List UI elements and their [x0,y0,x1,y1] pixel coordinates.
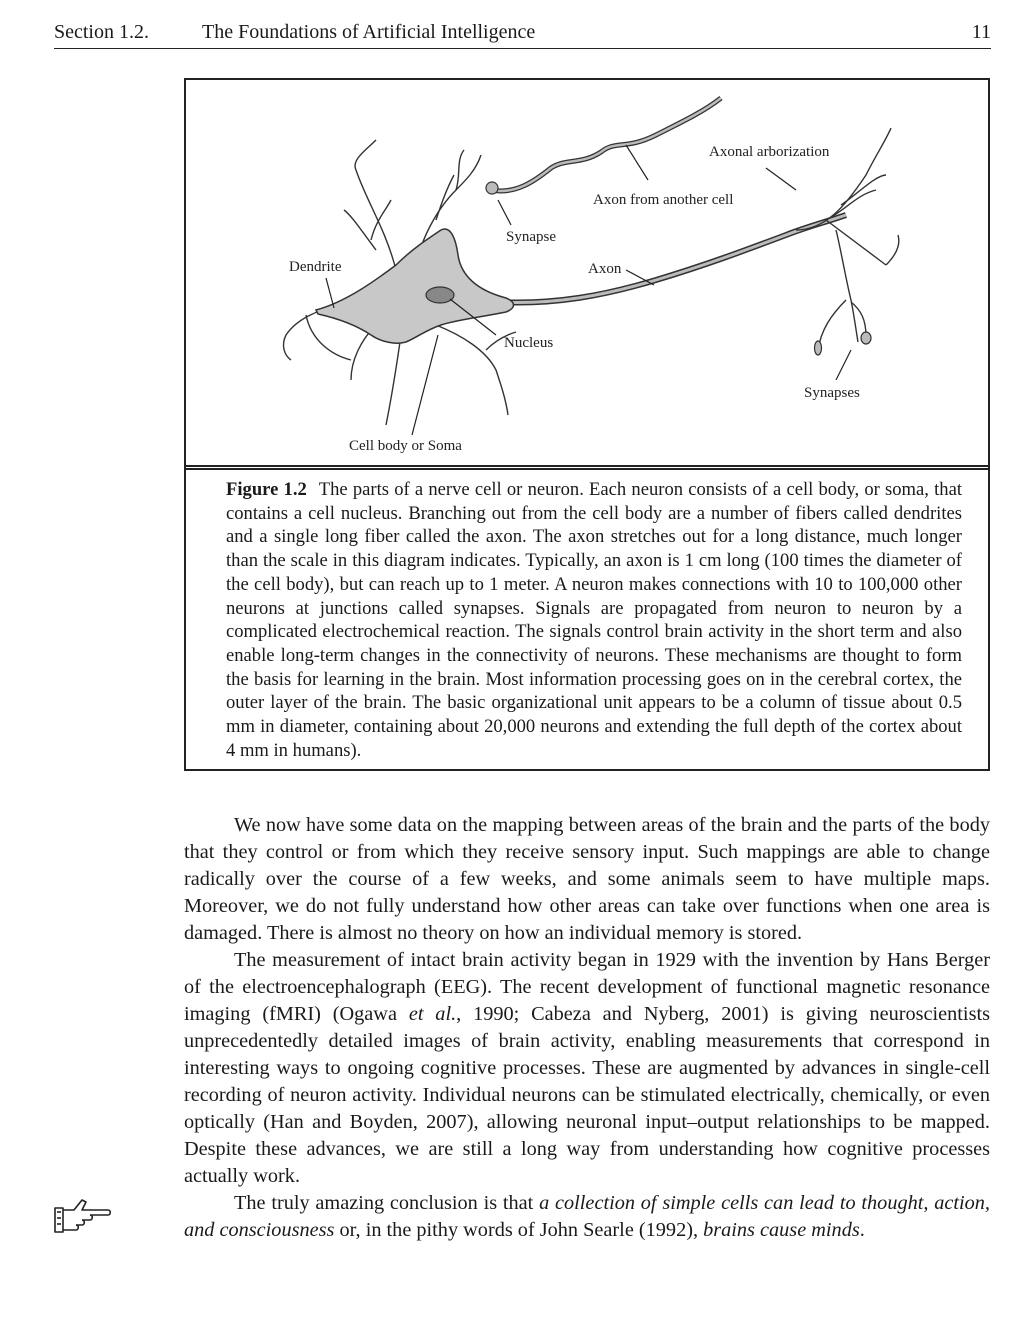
synapse-end-2 [861,332,871,344]
label-cell-body: Cell body or Soma [349,438,462,454]
label-synapse: Synapse [506,229,556,245]
synapse-bulb [486,182,498,194]
nucleus [426,287,454,303]
figure-1-2 [184,78,990,771]
header-section: Section 1.2. [54,21,149,43]
caption-text: The parts of a nerve cell or neuron. Each neuron consists of a cell body, or soma, that contains a cell nucleus. Branching out from the cell body are a number of fibers called dendrites and a single long fiber called the axon. The axon stretches out for a long distance, much longer than the scale in this diagram indicates. Typically, an axon is 1 cm long (100 times the diameter of the cell body), but can reach up to 1 meter. A neuron makes connections with 10 to 100,000 other neurons at junctions called synapses. Signals are propagated from neuron to neuron by a complicated electrochemical reaction. The signals control brain activity in the short term and also enable long-term changes in the connectivity of neurons. These mechanisms are thought to form the basis for learning in the brain. Most information processing goes on in the cerebral cortex, the outer layer of the brain. The basic organizational unit appears to be a column of tissue about 0.5 mm in diameter, containing about 20,000 neurons and extending the full depth of the cortex about 4 mm in humans). [226,479,962,761]
figure-divider [186,465,988,470]
label-axon-from-another-cell: Axon from another cell [593,192,734,208]
paragraph-3-end: . [859,1219,865,1241]
pointing-hand-icon [52,1188,112,1236]
figure-caption [226,478,962,762]
paragraph-3 [184,1190,990,1244]
incoming-axon [491,98,721,191]
axonal-arborization [796,128,899,350]
paragraph-1: We now have some data on the mapping between areas of the brain and the parts of the body that they control or from which they receive sensory input. Such mappings are able to change radically over the course of a few weeks, and some animals seem to have multiple maps. Moreover, we do not fully understand how other areas can take over functions when one area is damaged. There is almost no theory on how an individual memory is stored. [184,814,990,944]
paragraph-2-text-a: The measurement of intact brain activity began in 1929 with the invention by Hans Berger of the electroencephalograph (EEG). The recent development of functional magnetic resonance imaging (fMRI) (Ogawa [184,949,990,1025]
synapse-end-1 [815,341,822,355]
label-axonal-arborization: Axonal arborization [709,144,830,160]
body-text [184,812,990,1244]
header-title: The Foundations of Artificial Intelligence [202,21,536,43]
page-number: 11 [971,21,991,43]
paragraph-3-text-b: or, in the pithy words of John Searle (1992), [334,1219,704,1241]
paragraph-3-emphasis-2: brains cause minds [703,1219,860,1241]
label-dendrite: Dendrite [289,259,342,275]
paragraph-2 [184,947,990,1190]
label-nucleus: Nucleus [504,335,554,351]
label-axon: Axon [588,261,622,277]
paragraph-3-text-a: The truly amazing conclusion is that [234,1192,540,1214]
paragraph-2-text-b: , 1990; Cabeza and Nyberg, 2001) is giving neuroscientists unprecedentedly detailed images of brain activity, enabling measurements that correspond in interesting ways to ongoing cognitive processes. These are augmented by advances in single-cell recording of neuron activity. Individual neurons can be stimulated electrically, chemically, or even optically (Han and Boyden, 2007), allowing neuronal input–output relationships to be mapped. Despite these advances, we are still a long way from understanding how cognitive processes actually work. [184,1003,990,1187]
paragraph-3-emphasis-1: a collection of simple cells can lead to thought, action, and consciousness [184,1192,990,1241]
figure-number: Figure 1.2 [226,479,307,500]
label-synapses: Synapses [804,385,860,401]
paragraph-2-etal: et al. [408,1003,457,1025]
running-header [54,18,991,49]
